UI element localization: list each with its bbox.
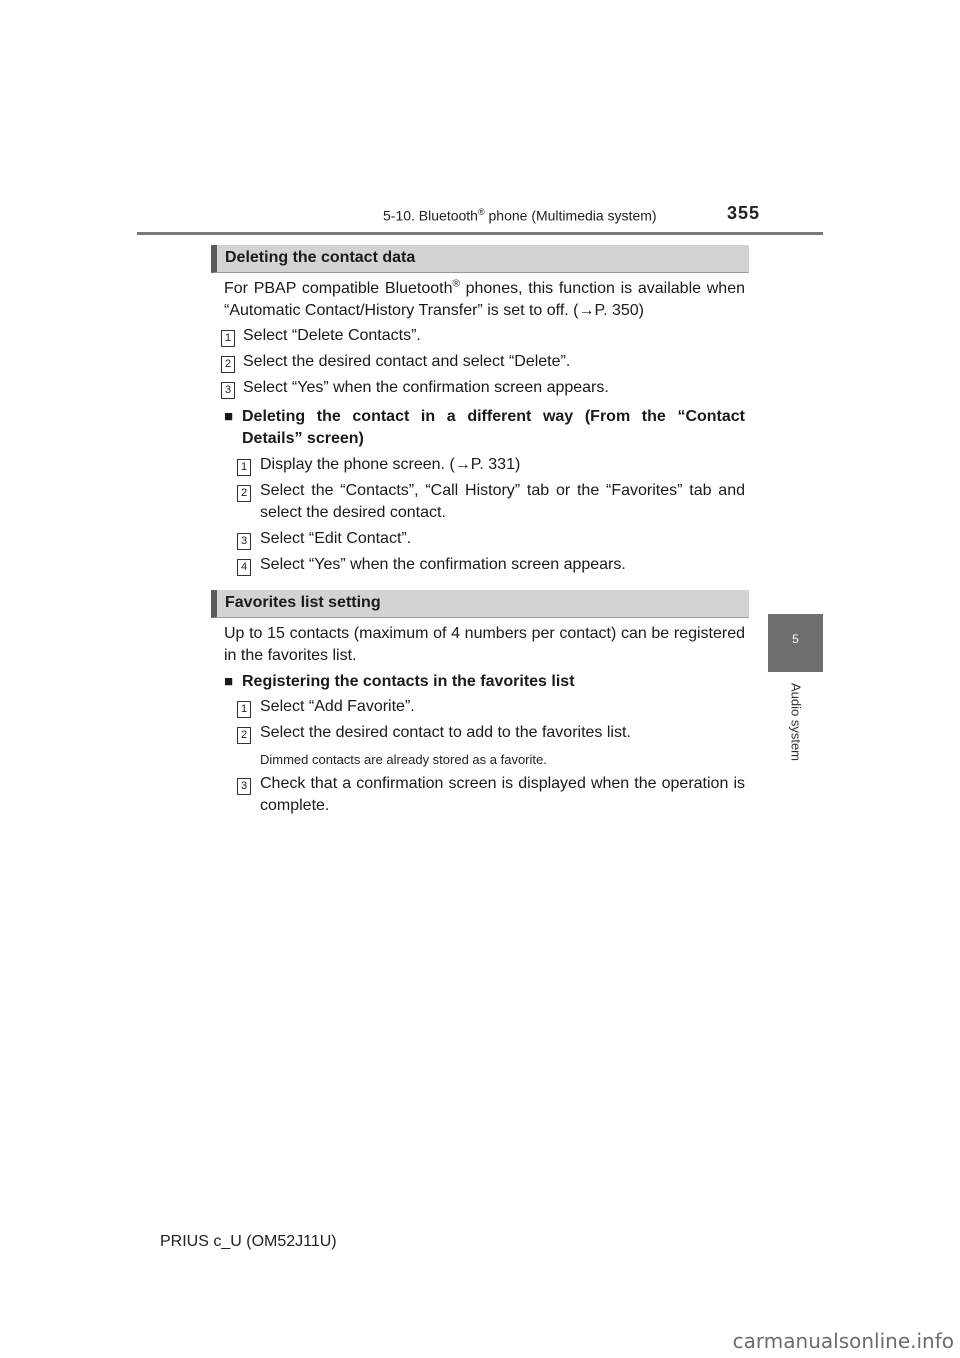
square-bullet-icon: ■ xyxy=(224,673,234,690)
step-number-badge: 4 xyxy=(237,559,251,576)
step-text: Select “Delete Contacts”. xyxy=(243,327,421,344)
square-bullet-icon: ■ xyxy=(224,408,234,425)
step-number-badge: 3 xyxy=(237,533,251,550)
step-number-badge: 3 xyxy=(221,382,235,399)
chapter-tab[interactable]: 5 xyxy=(768,614,823,672)
section-heading-text: Deleting the contact data xyxy=(225,249,416,266)
step-text: Select “Edit Contact”. xyxy=(260,530,412,547)
registered-mark: ® xyxy=(452,278,460,290)
step-number-badge: 1 xyxy=(237,459,251,476)
delete-intro xyxy=(224,278,745,322)
step-text: Select the desired contact to add to the favorites list. xyxy=(260,724,631,741)
subheading-alternate-delete xyxy=(224,406,745,450)
section-heading-text: Favorites list setting xyxy=(225,594,381,611)
step-number-badge: 2 xyxy=(237,727,251,744)
chapter-label: Audio system xyxy=(788,682,804,762)
subheading-register-favorites xyxy=(224,671,745,693)
intro-text-rest: phones, this function is available when “Automatic Contact/History Transfer” is set to off. (→P. 350) xyxy=(224,280,745,319)
subheading-text: Registering the contacts in the favorites list xyxy=(242,673,575,690)
step-text: Select “Yes” when the confirmation screen appears. xyxy=(243,379,609,396)
section-heading-delete xyxy=(211,245,749,273)
step-number-badge: 2 xyxy=(221,356,235,373)
step-text: Select “Add Favorite”. xyxy=(260,698,415,715)
favorites-intro: Up to 15 contacts (maximum of 4 numbers per contact) can be registered in the favorites list. xyxy=(224,625,745,664)
subheading-text: Deleting the contact in a different way (From the “Contact Details” screen) xyxy=(242,408,745,447)
manual-model-code: PRIUS c_U (OM52J11U) xyxy=(160,1233,337,1250)
section-title xyxy=(383,207,657,224)
step-number-badge: 1 xyxy=(237,701,251,718)
step-text: Check that a confirmation screen is displayed when the operation is complete. xyxy=(260,775,745,814)
step-number-badge: 1 xyxy=(221,330,235,347)
header-divider xyxy=(137,232,823,235)
step-text: Select the desired contact and select “Delete”. xyxy=(243,353,571,370)
step-note: Dimmed contacts are already stored as a favorite. xyxy=(260,752,547,767)
site-watermark[interactable]: carmanualsonline.info xyxy=(712,1324,960,1358)
section-title-suffix: phone (Multimedia system) xyxy=(484,207,657,224)
step-number-badge: 2 xyxy=(237,485,251,502)
section-title-text: 5-10. Bluetooth xyxy=(383,207,478,224)
step-text: Select “Yes” when the confirmation screen appears. xyxy=(260,556,626,573)
step-number-badge: 3 xyxy=(237,778,251,795)
intro-text: For PBAP compatible Bluetooth xyxy=(224,280,453,297)
registered-mark: ® xyxy=(477,207,485,217)
section-heading-favorites xyxy=(211,590,749,618)
step-text: Display the phone screen. (→P. 331) xyxy=(260,456,521,473)
page-number: 355 xyxy=(727,203,761,223)
step-text: Select the “Contacts”, “Call History” tab or the “Favorites” tab and select the desired contact. xyxy=(260,482,745,521)
